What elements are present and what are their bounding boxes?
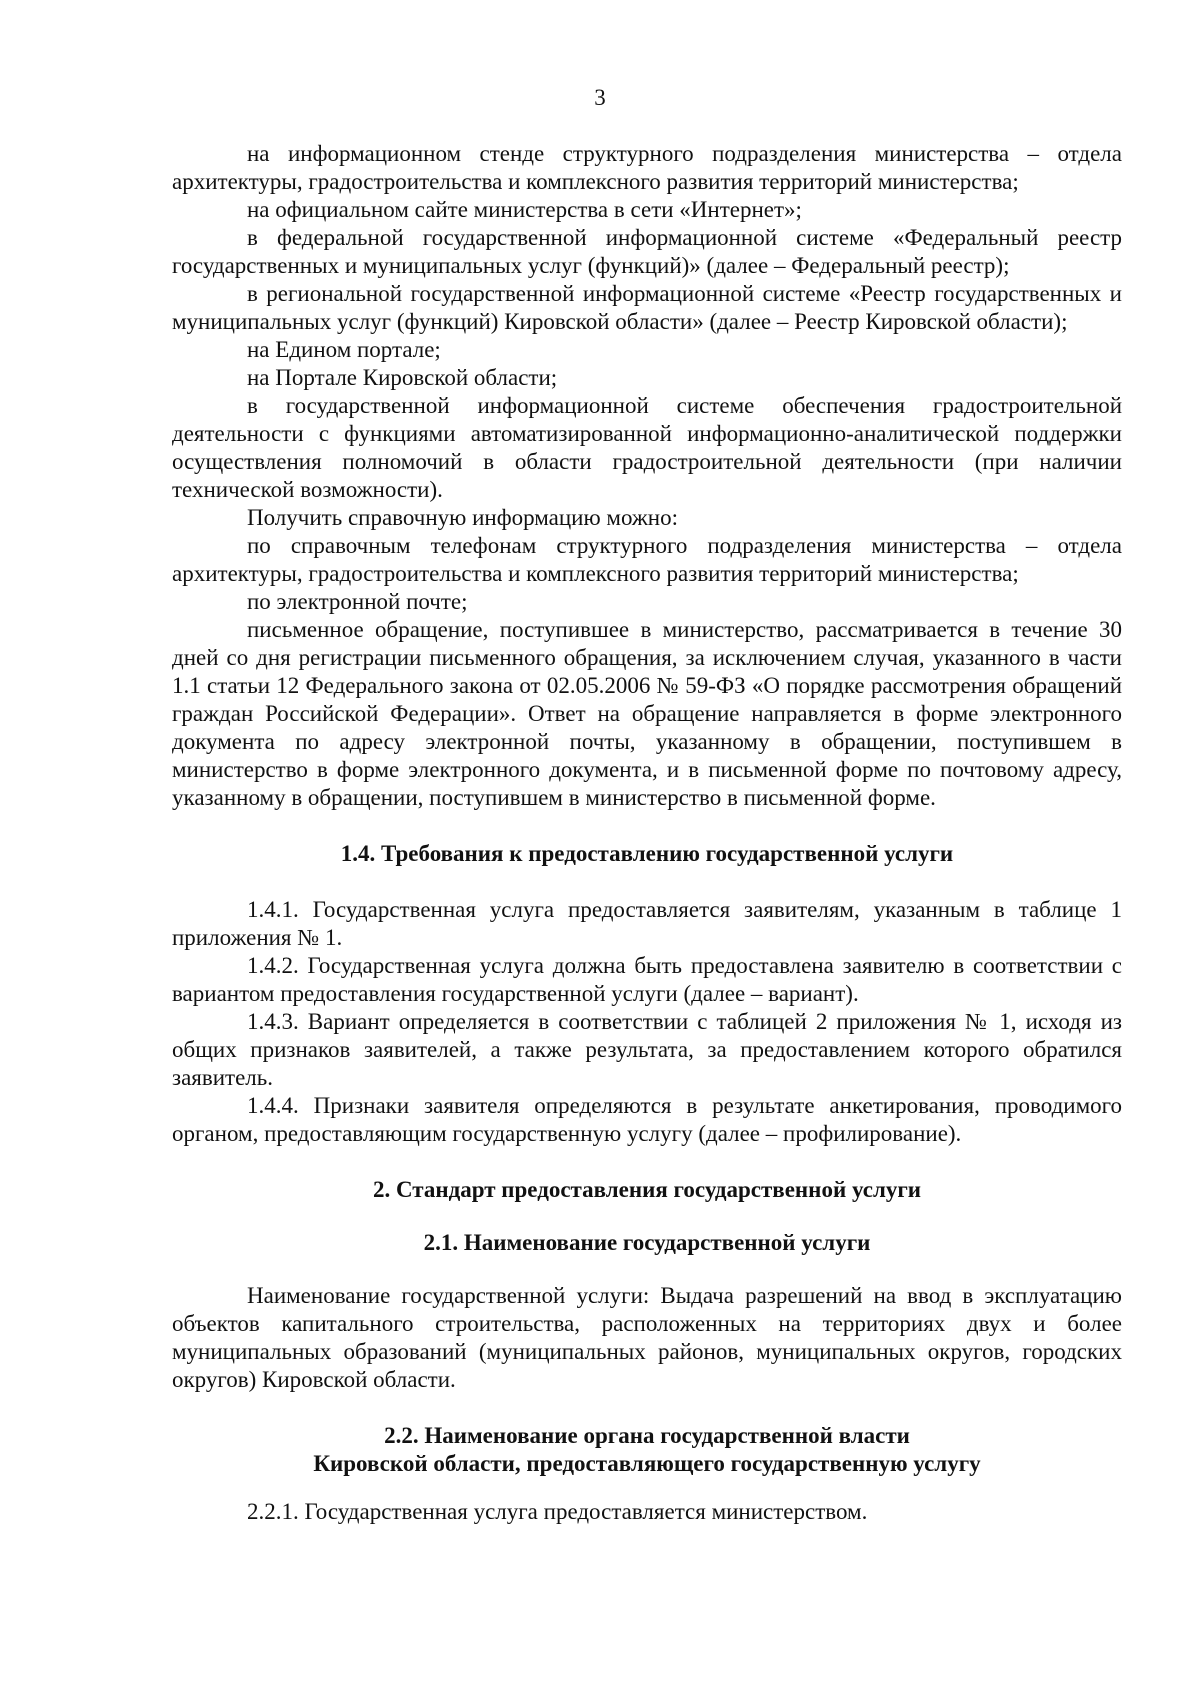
- paragraph-2-2-1: 2.2.1. Государственная услуга предоставляется министерством.: [247, 1499, 868, 1524]
- spacer: [172, 1257, 1122, 1282]
- paragraph-federal-registry: в федеральной государственной информационной системе «Федеральный реестр государственных и муниципальных услуг (функций)» (далее – Федеральный реестр);: [172, 225, 1122, 278]
- document-body: [172, 140, 1122, 1526]
- paragraph-urban-planning-system: в государственной информационной системе обеспечения градостроительной деятельности с функциями автоматизированной информационно-аналитической поддержки осуществления полномочий в области градостроительной деятельности (при наличии технической возможности).: [172, 393, 1122, 502]
- paragraph-official-site: на официальном сайте министерства в сети «Интернет»;: [247, 197, 802, 222]
- spacer: [172, 868, 1122, 896]
- section-heading-2: 2. Стандарт предоставления государственной услуги: [372, 1177, 922, 1202]
- paragraph-reference-info: Получить справочную информацию можно:: [247, 505, 678, 530]
- paragraph-single-portal: на Едином портале;: [247, 337, 441, 362]
- paragraph-1-4-2: 1.4.2. Государственная услуга должна быть предоставлена заявителю в соответствии с вариантом предоставления государственной услуги (далее – вариант).: [172, 953, 1122, 1006]
- spacer: [172, 1204, 1122, 1229]
- spacer: [172, 812, 1122, 840]
- section-heading-2-2-line1: 2.2. Наименование органа государственной власти: [384, 1423, 910, 1448]
- paragraph-regional-registry: в региональной государственной информационной системе «Реестр государственных и муниципальных услуг (функций) Кировской области» (далее – Реестр Кировской области);: [172, 281, 1122, 334]
- spacer: [172, 1148, 1122, 1176]
- section-heading-2-1: 2.1. Наименование государственной услуги: [423, 1230, 871, 1255]
- spacer: [172, 1394, 1122, 1422]
- spacer: [172, 1478, 1122, 1498]
- paragraph-info-stand: на информационном стенде структурного подразделения министерства – отдела архитектуры, градостроительства и комплексного развития территорий министерства;: [172, 141, 1122, 194]
- paragraph-kirov-portal: на Портале Кировской области;: [247, 365, 558, 390]
- section-heading-2-2-line2: Кировской области, предоставляющего государственную услугу: [313, 1451, 981, 1476]
- paragraph-reference-phones: по справочным телефонам структурного подразделения министерства – отдела архитектуры, градостроительства и комплексного развития территорий министерства;: [172, 533, 1122, 586]
- section-heading-1-4: 1.4. Требования к предоставлению государственной услуги: [340, 841, 954, 866]
- page-number: 3: [594, 85, 606, 110]
- paragraph-email: по электронной почте;: [247, 589, 468, 614]
- paragraph-1-4-1: 1.4.1. Государственная услуга предоставляется заявителям, указанным в таблице 1 приложения № 1.: [172, 897, 1122, 950]
- paragraph-written-appeal: письменное обращение, поступившее в министерство, рассматривается в течение 30 дней со дня регистрации письменного обращения, за исключением случая, указанного в части 1.1 статьи 12 Федерального закона от 02.05.2006 № 59-ФЗ «О порядке рассмотрения обращений граждан Российской Федерации». Ответ на обращение направляется в форме электронного документа по адресу электронной почты, указанному в обращении, поступившем в министерство в форме электронного документа, и в письменной форме по почтовому адресу, указанному в обращении, поступившем в министерство в письменной форме.: [172, 617, 1122, 810]
- paragraph-1-4-4: 1.4.4. Признаки заявителя определяются в результате анкетирования, проводимого органом, предоставляющим государственную услугу (далее – профилирование).: [172, 1093, 1122, 1146]
- paragraph-2-1: Наименование государственной услуги: Выдача разрешений на ввод в эксплуатацию объектов капитального строительства, расположенных на территориях двух и более муниципальных образований (муниципальных районов, муниципальных округов, городских округов) Кировской области.: [172, 1283, 1122, 1392]
- paragraph-1-4-3: 1.4.3. Вариант определяется в соответствии с таблицей 2 приложения № 1, исходя из общих признаков заявителей, а также результата, за предоставлением которого обратился заявитель.: [172, 1009, 1122, 1090]
